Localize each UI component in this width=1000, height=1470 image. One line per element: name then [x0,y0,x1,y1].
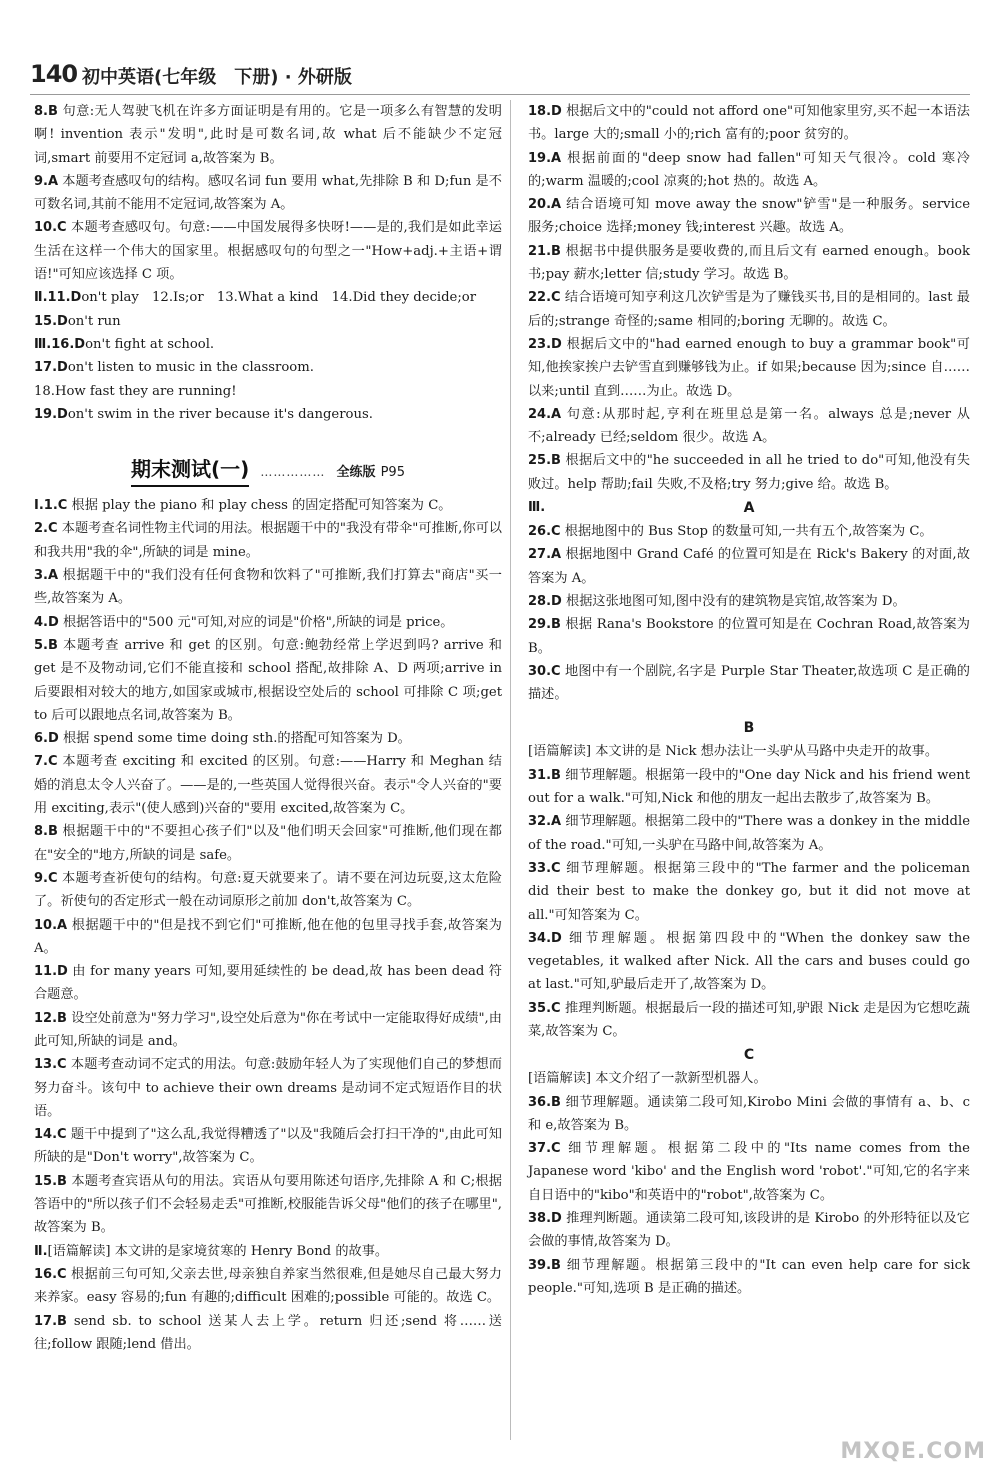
exam-tag: 全练版 [336,465,376,481]
answer-item: 32.A 细节理解题。根据第二段中的"There was a donkey in the middle of the road."可知,一头驴在马路中间,故答案为 A。 [528,814,970,853]
answer-item: 6.D 根据 spend some time doing sth.的搭配可知答案为 D。 [34,731,411,747]
exam-page: P95 [380,465,405,481]
answer-item: 17.B send sb. to school 送某人去上学。return 归还;send 将……送往;follow 跟随;lend 借出。 [34,1313,502,1352]
answer-item: 11.D 由 for many years 可知,要用延续性的 be dead,故 has been dead 符合题意。 [34,964,502,1003]
answer-item: 5.B 本题考查 arrive 和 get 的区别。句意:鲍勃经常上学迟到吗? arrive 和 get 是不及物动词,它们不能直接和 school 搭配,故排除 A、D 两项;arrive in 后要跟相对较大的地方,如国家或城市,根据设空处后的 school 可排除 C 项;get to 后可以跟地点名词,故答案为 B。 [34,637,502,723]
answer-item: [语篇解读] 本文讲的是 Nick 想办法让一头驴从马路中央走开的故事。 [528,744,939,760]
page-number: 140 [30,60,78,88]
answer-item: 10.C 本题考查感叹句。句意:——中国发展得多快呀!——是的,我们是如此幸运生活在这样一个伟大的国家里。根据感叹句的句型之一"How+adj.+主语+谓语!"可知应该选择 C 项。 [34,220,502,283]
answer-item: 15.B 本题考查宾语从句的用法。宾语从句要用陈述句语序,先排除 A 和 C;根据答语中的"所以孩子们不会轻易走丢"可推断,校服能告诉父母"他们的孩子在哪里",故答案为 B。 [34,1173,502,1236]
exam-title: 期末测试(一) [131,454,249,487]
answer-item: 31.B 细节理解题。根据第一段中的"One day Nick and his friend went out for a walk."可知,Nick 和他的朋友一起出去散步了,故答案为 B。 [528,767,970,807]
answer-item: 9.A 本题考查感叹句的结构。感叹名词 fun 要用 what,先排除 B 和 D;fun 是不可数名词,其前不能用不定冠词,故答案为 A。 [34,173,502,213]
answer-item: 34.D 细节理解题。根据第四段中的"When the donkey saw the vegetables, it walked after Nick. All the cars and buses could go at last."可知,驴最后走开了,故答案为 D。 [528,930,970,993]
answer-item: 2.C 本题考查名词性物主代词的用法。根据题干中的"我没有带伞"可推断,你可以和我共用"我的伞",所缺的词是 mine。 [34,521,502,560]
answer-item: 29.B 根据 Rana's Bookstore 的位置可知是在 Cochran Road,故答案为 B。 [528,617,970,656]
answer-item: 7.C 本题考查 exciting 和 excited 的区别。句意:——Harry 和 Meghan 结婚的消息太令人兴奋了。——是的,一些英国人觉得很兴奋。表示"令人兴奋的"要用 exciting,表示"(使人感到)兴奋的"要用 excited,故答案为 C。 [34,754,502,817]
answer-item: 8.B 根据题干中的"不要担心孩子们"以及"他们明天会回家"可推断,他们现在都在"安全的"地方,所缺的词是 safe。 [34,824,502,863]
answer-list-a [528,520,970,706]
answer-item: Ⅰ.1.C 根据 play the piano 和 play chess 的固定搭配可知答案为 C。 [34,498,452,514]
answer-item: 12.B 设空处前意为"努力学习",设空处后意为"你在考试中一定能取得好成绩",由此可知,所缺的词是 and。 [34,1010,502,1049]
column-divider [510,100,511,1440]
answer-list-top [34,100,502,426]
answer-item: 36.B 细节理解题。通读第二段可知,Kirobo Mini 会做的事情有 a、b、c 和 e,故答案为 B。 [528,1094,970,1133]
answer-item: 13.C 本题考查动词不定式的用法。句意:鼓励年轻人为了实现他们自己的梦想而努力奋斗。该句中 to achieve their own dreams 是动词不定式短语作目的状语。 [34,1057,502,1119]
answer-item: 28.D 根据这张地图可知,图中没有的建筑物是宾馆,故答案为 D。 [528,593,906,609]
answer-item: Ⅱ.[语篇解读] 本文讲的是家境贫寒的 Henry Bond 的故事。 [34,1243,389,1259]
answer-item: 3.A 根据题干中的"我们没有任何食物和饮料了"可推断,我们打算去"商店"买一些,故答案为 A。 [34,568,502,607]
section-c-heading: C [743,1047,755,1064]
answer-item: 39.B 细节理解题。根据第三段中的"It can even help care for sick people."可知,选项 B 是正确的描述。 [528,1257,970,1296]
section-3-label: Ⅲ. [528,500,546,516]
answer-item: 26.C 根据地图中的 Bus Stop 的数量可知,一共有五个,故答案为 C。 [528,524,933,540]
watermark-text: MXQE.COM [840,1439,986,1464]
page-header [30,60,970,94]
answer-item: [语篇解读] 本文介绍了一款新型机器人。 [528,1071,767,1087]
right-column [528,100,970,1300]
section-b-heading: B [743,720,755,737]
answer-item: 22.C 结合语境可知亨利这几次铲雪是为了赚钱买书,目的是相同的。last 最后的;strange 奇怪的;same 相同的;boring 无聊的。故选 C。 [528,290,970,329]
answer-item: 21.B 根据书中提供服务是要收费的,而且后文有 earned enough。book 书;pay 薪水;letter 信;study 学习。故选 B。 [528,243,970,283]
answer-item: 23.D 根据后文中的"had earned enough to buy a grammar book"可知,他挨家挨户去铲雪直到赚够钱为止。if 如果;because 因为;since 自……以来;until 直到……为止。故选 D。 [528,336,970,399]
left-column [34,100,502,1356]
answer-list-exam [34,494,502,1356]
answer-list-c [528,1067,970,1300]
answer-item: 33.C 细节理解题。根据第三段中的"The farmer and the policeman did their best to make the donkey go, but it did not move at all."可知答案为 C。 [528,860,970,923]
answer-item: 25.B 根据后文中的"he succeeded in all he tried to do"可知,他没有失败过。help 帮助;fail 失败,不及格;try 努力;give 给。故选 B。 [528,453,970,492]
answer-item: 19.A 根据前面的"deep snow had fallen"可知天气很冷。cold 寒冷的;warm 温暖的;cool 凉爽的;hot 热的。故选 A。 [528,150,970,189]
answer-item: 27.A 根据地图中 Grand Café 的位置可知是在 Rick's Bakery 的对面,故答案为 A。 [528,547,970,586]
answer-item: 10.A 根据题干中的"但是找不到它们"可推断,他在他的包里寻找手套,故答案为 A。 [34,917,502,956]
exam-dots: …………… [260,465,326,480]
answer-item: 38.D 推理判断题。通读第二段可知,该段讲的是 Kirobo 的外形特征以及它会做的事情,故答案为 D。 [528,1211,970,1250]
answer-item: 15.Don't run [34,313,121,329]
answer-item: 9.C 本题考查祈使句的结构。句意:夏天就要来了。请不要在河边玩耍,这太危险了。祈使句的否定形式一般在动词原形之前加 don't,故答案为 C。 [34,870,502,910]
answer-item: 30.C 地图中有一个剧院,名字是 Purple Star Theater,故选项 C 是正确的描述。 [528,663,970,703]
answer-item: 14.C 题干中提到了"这么乱,我觉得糟透了"以及"我随后会打扫干净的",由此可知所缺的是"Don't worry",故答案为 C。 [34,1127,502,1166]
answer-item: Ⅲ.16.Don't fight at school. [34,336,215,352]
answer-item: 17.Don't listen to music in the classroom. [34,360,314,376]
book-title: 初中英语(七年级 下册) · 外研版 [82,67,352,88]
answer-item: 18.How fast they are running! [34,383,237,399]
answer-item: 24.A 句意:从那时起,亨利在班里总是第一名。always 总是;never 从不;already 已经;seldom 很少。故选 A。 [528,406,970,446]
answer-item: 18.D 根据后文中的"could not afford one"可知他家里穷,买不起一本语法书。large 大的;small 小的;rich 富有的;poor 贫穷的。 [528,104,970,143]
exam-title-block [34,454,502,488]
answer-item: 19.Don't swim in the river because it's dangerous. [34,406,373,422]
section-a-heading: A [743,500,755,517]
header-rule [30,94,970,95]
answer-item: 37.C 细节理解题。根据第二段中的"Its name comes from the Japanese word 'kibo' and the English word 'robot'."可知,它的名字来自日语中的"kibo"和英语中的"robot",故答案为 C。 [528,1141,970,1203]
answer-list-cloze [528,100,970,496]
answer-item: 4.D 根据答语中的"500 元"可知,对应的词是"价格",所缺的词是 price。 [34,614,454,630]
answer-item: 8.B 句意:无人驾驶飞机在许多方面证明是有用的。它是一项多么有智慧的发明啊! invention 表示"发明",此时是可数名词,故 what 后不能缺少不定冠词,smart 前要用不定冠词 a,故答案为 B。 [34,104,502,166]
answer-list-b [528,740,970,1043]
answer-item: 35.C 推理判断题。根据最后一段的描述可知,驴跟 Nick 走是因为它想吃蔬菜,故答案为 C。 [528,1000,970,1039]
answer-item: Ⅱ.11.Don't play 12.Is;or 13.What a kind 14.Did they decide;or [34,290,477,306]
answer-item: 20.A 结合语境可知 move away the snow"铲雪"是一种服务。service 服务;choice 选择;money 钱;interest 兴趣。故选 A。 [528,197,970,236]
answer-item: 16.C 根据前三句可知,父亲去世,母亲独自养家当然很难,但是她尽自己最大努力来养家。easy 容易的;fun 有趣的;difficult 困难的;possible 可能的。故选 C。 [34,1266,502,1306]
